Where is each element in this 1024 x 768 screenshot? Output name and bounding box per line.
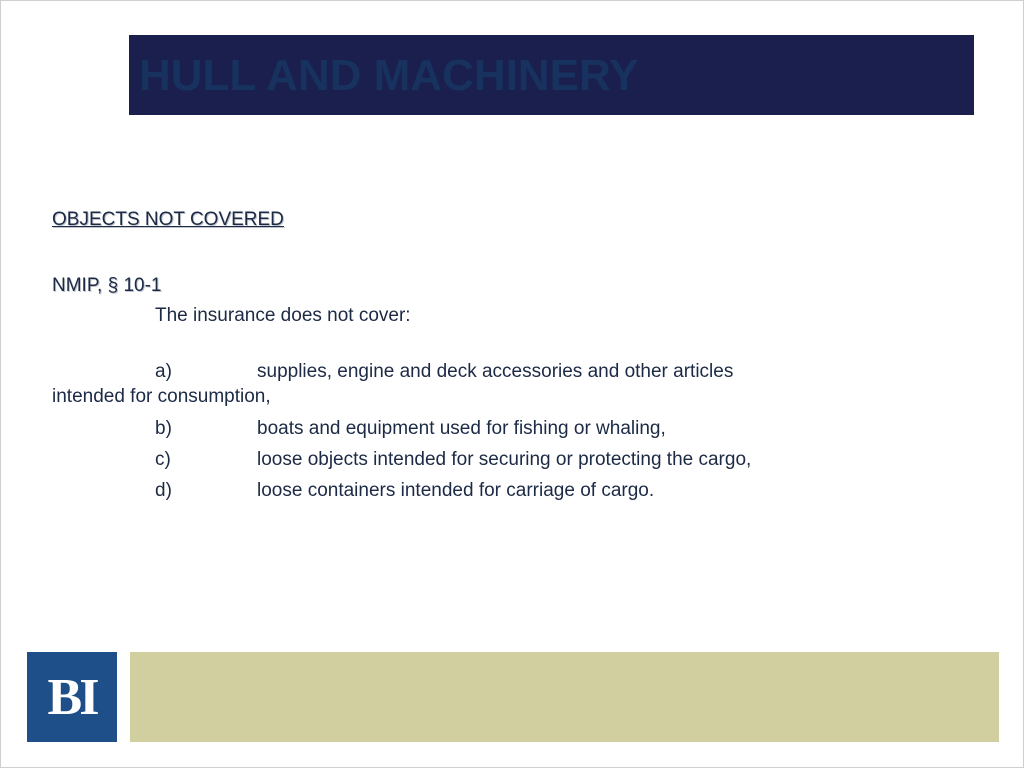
section-heading: OBJECTS NOT COVERED bbox=[52, 209, 284, 230]
bi-logo-text: BI bbox=[47, 669, 97, 726]
list-item-continuation: intended for consumption, bbox=[52, 386, 271, 407]
slide-title: HULL AND MACHINERY bbox=[139, 51, 639, 100]
reference-heading: NMIP, § 10-1 bbox=[52, 275, 162, 296]
title-bar bbox=[129, 35, 974, 115]
list-item-text: loose objects intended for securing or protecting the cargo, bbox=[257, 449, 752, 470]
bi-logo bbox=[27, 652, 117, 742]
list-item-text: supplies, engine and deck accessories and other articles bbox=[257, 361, 734, 382]
list-item-text: boats and equipment used for fishing or whaling, bbox=[257, 418, 666, 439]
intro-text: The insurance does not cover: bbox=[155, 305, 411, 326]
list-item-marker: c) bbox=[155, 449, 171, 470]
list-item-marker: d) bbox=[155, 480, 172, 501]
list-item-marker: a) bbox=[155, 361, 172, 382]
list-item-marker: b) bbox=[155, 418, 172, 439]
footer-bar bbox=[130, 652, 999, 742]
list-item-text: loose containers intended for carriage of cargo. bbox=[257, 480, 655, 501]
